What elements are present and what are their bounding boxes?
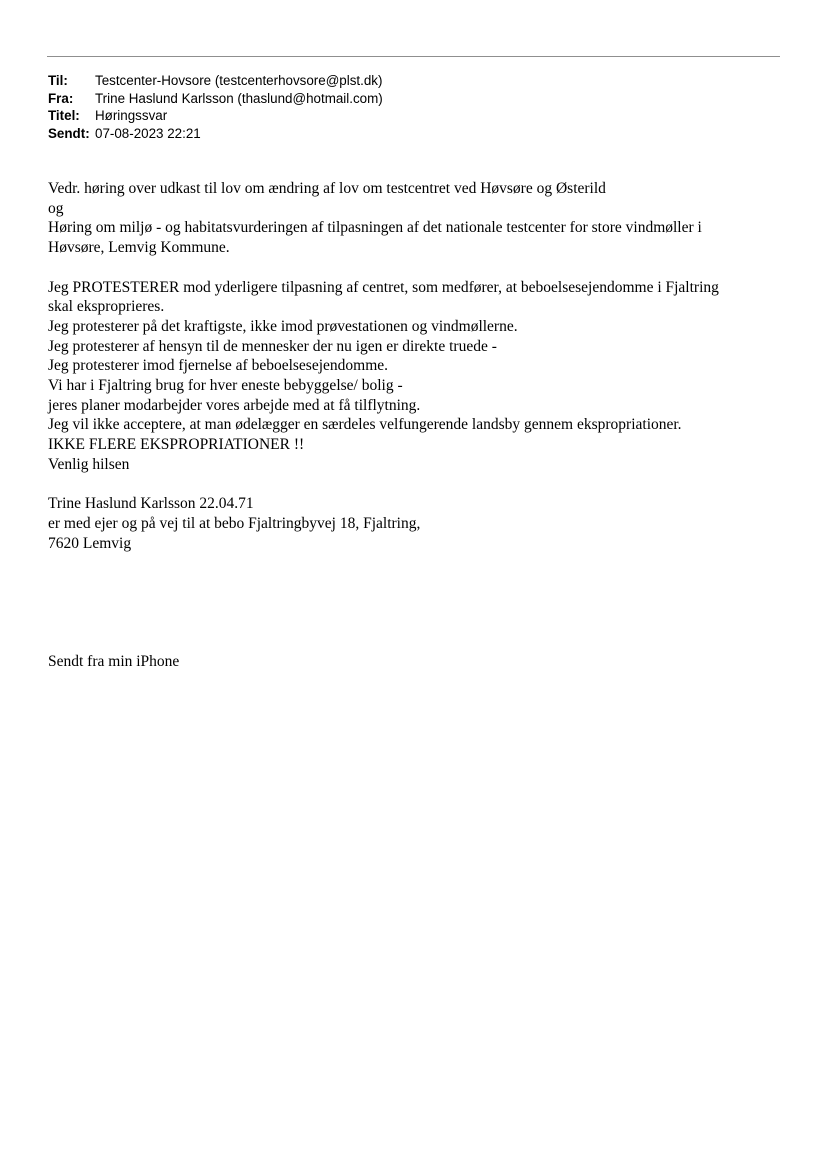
sent-row — [48, 125, 383, 143]
body-line: Jeg protesterer på det kraftigste, ikke imod prøvestationen og vindmøllerne. — [48, 317, 518, 335]
body-line: Høring om miljø - og habitatsvurderingen af tilpasningen af det nationale testcenter for store vindmøller i — [48, 219, 702, 237]
sent-label: Sendt: — [48, 125, 90, 141]
signature-spacer — [48, 553, 788, 652]
paragraph-spacer — [48, 258, 788, 278]
body-line: Vedr. høring over udkast til lov om ændring af lov om testcentret ved Høvsøre og Østerild — [48, 180, 606, 197]
subject-row — [48, 107, 383, 125]
body-line: Høvsøre, Lemvig Kommune. — [48, 239, 230, 257]
mobile-footer: Sendt fra min iPhone — [48, 652, 180, 670]
header-divider — [47, 56, 780, 57]
email-header — [48, 72, 383, 142]
signature-line: 7620 Lemvig — [48, 534, 132, 552]
signature-block — [48, 494, 788, 553]
body-line: IKKE FLERE EKSPROPRIATIONER !! — [48, 436, 305, 454]
from-value: Trine Haslund Karlsson (thaslund@hotmail.com) — [95, 90, 383, 106]
body-line: Vi har i Fjaltring brug for hver eneste bebyggelse/ bolig - — [48, 377, 403, 395]
to-value: Testcenter-Hovsore (testcenterhovsore@plst.dk) — [95, 73, 383, 88]
to-label: Til: — [48, 73, 68, 88]
paragraph-spacer — [48, 475, 788, 495]
intro-paragraph — [48, 179, 788, 258]
closing-greeting: Venlig hilsen — [48, 455, 130, 473]
subject-value: Høringssvar — [95, 108, 168, 123]
body-line: jeres planer modarbejder vores arbejde med at få tilflytning. — [48, 396, 421, 414]
to-row — [48, 72, 383, 90]
body-line: skal eksproprieres. — [48, 298, 165, 316]
protest-paragraph — [48, 278, 788, 475]
subject-label: Titel: — [48, 108, 80, 123]
body-line: Jeg PROTESTERER mod yderligere tilpasning af centret, som medfører, at beboelsesejendomme i Fjaltring — [48, 278, 719, 296]
from-row — [48, 90, 383, 108]
body-line: Jeg protesterer af hensyn til de mennesker der nu igen er direkte truede - — [48, 337, 497, 355]
signature-line: er med ejer og på vej til at bebo Fjaltringbyvej 18, Fjaltring, — [48, 514, 421, 532]
signature-line: Trine Haslund Karlsson 22.04.71 — [48, 495, 254, 513]
sent-value: 07-08-2023 22:21 — [95, 125, 201, 141]
email-body — [48, 179, 788, 672]
body-line: Jeg vil ikke acceptere, at man ødelægger en særdeles velfungerende landsby gennem ekspropriationer. — [48, 416, 682, 434]
body-line: Jeg protesterer imod fjernelse af beboelsesejendomme. — [48, 357, 389, 375]
from-label: Fra: — [48, 90, 74, 106]
body-line: og — [48, 199, 64, 217]
